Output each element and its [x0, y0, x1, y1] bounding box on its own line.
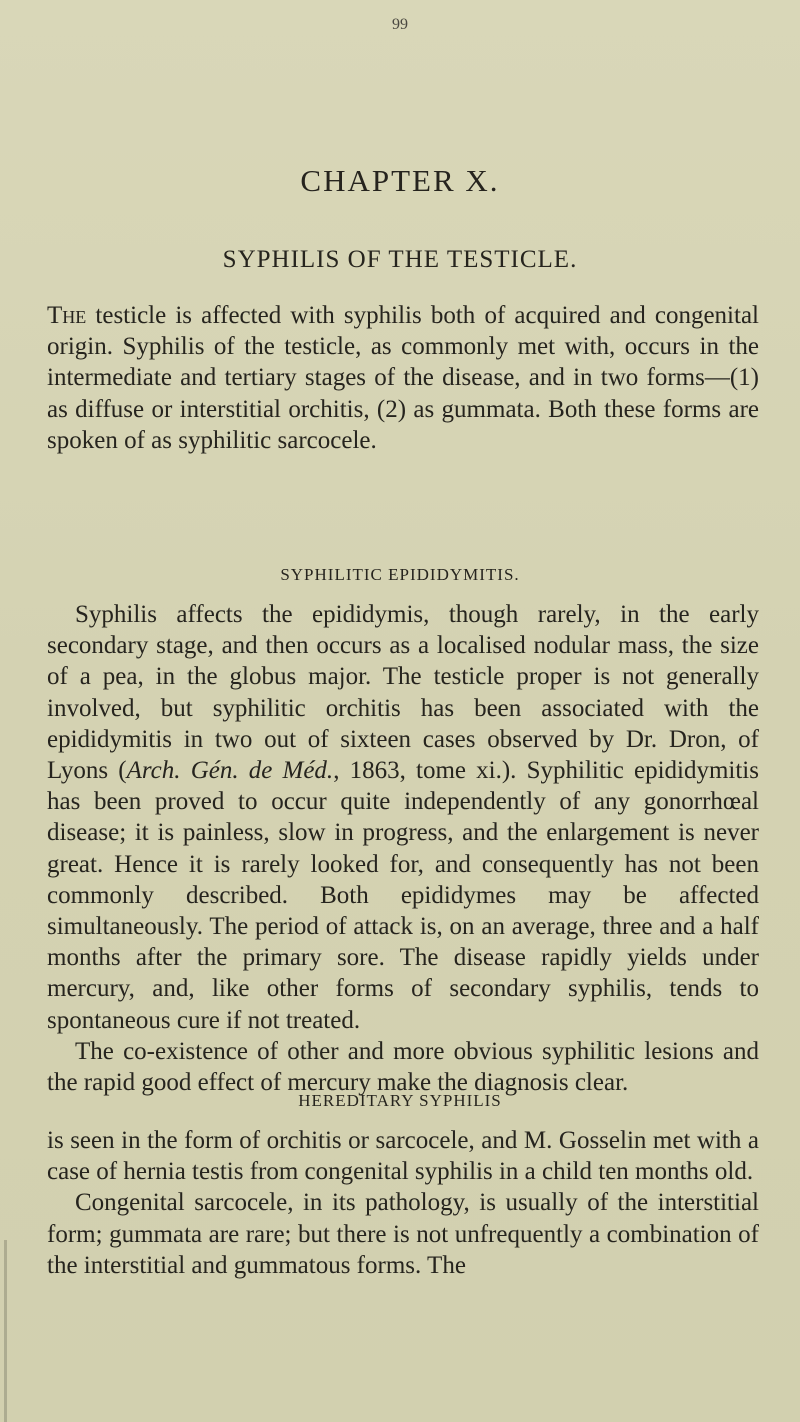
epididymitis-text-before-citation: Syphilis affects the epididymis, though rarely, in the early secondary stage, and then occurs as a localised nodular mass, the size of a pea, in the globus major. The testicle proper is not generally involved, but syphilitic orchitis has been associated with the epididymitis in two out of sixteen cases observed by Dr. Dron, of Lyons (	[47, 601, 759, 785]
epididymitis-text-after-citation: , 1863, tome xi.). Syphilitic epididymitis has been proved to occur quite independently of any gonorrhœal disease; it is painless, slow in progress, and the enlargement is never great. Hence it is rarely looked for, and consequently has not been commonly described. Both epididymes may be affected simultaneously. The period of attack is, on an average, three and a half months after the primary sore. The disease rapidly yields under mercury, and, like other forms of secondary syphilis, tends to spontaneous cure if not treated.	[47, 757, 759, 1034]
binding-edge-shadow	[4, 1240, 7, 1422]
hereditary-heading: HEREDITARY SYPHILIS	[298, 1091, 502, 1110]
chapter-heading: CHAPTER X.	[300, 163, 500, 198]
hereditary-paragraph-1: is seen in the form of orchitis or sarcocele, and M. Gosselin met with a case of hernia testis from congenital syphilis in a child ten months old.	[47, 1127, 759, 1186]
hereditary-paragraph-2: Congenital sarcocele, in its pathology, is usually of the interstitial form; gummata are rare; but there is not unfrequently a combination of the interstitial and gummatous forms. The	[47, 1189, 759, 1279]
intro-section	[47, 300, 759, 456]
intro-paragraph	[47, 300, 759, 456]
epididymitis-paragraph-2: The co-existence of other and more obvious syphilitic lesions and the rapid good effect of mercury make the diagnosis clear.	[47, 1037, 759, 1097]
page-number: 99	[392, 16, 408, 33]
intro-lead-word: The	[47, 302, 87, 329]
hereditary-section	[47, 1125, 759, 1281]
epididymitis-section	[47, 599, 759, 1098]
epididymitis-paragraph-1	[47, 599, 759, 1036]
epididymitis-heading: SYPHILITIC EPIDIDYMITIS.	[280, 565, 520, 584]
citation-journal: Arch. Gén. de Méd.	[126, 757, 334, 785]
intro-text: testicle is affected with syphilis both of acquired and congenital origin. Syphilis of the testicle, as commonly met with, occurs in the intermediate and tertiary stages of the disease, and in two forms—(1) as diffuse or interstitial orchitis, (2) as gummata. Both these forms are spoken of as syphilitic sarcocele.	[47, 302, 759, 454]
chapter-title: SYPHILIS OF THE TESTICLE.	[222, 246, 578, 273]
